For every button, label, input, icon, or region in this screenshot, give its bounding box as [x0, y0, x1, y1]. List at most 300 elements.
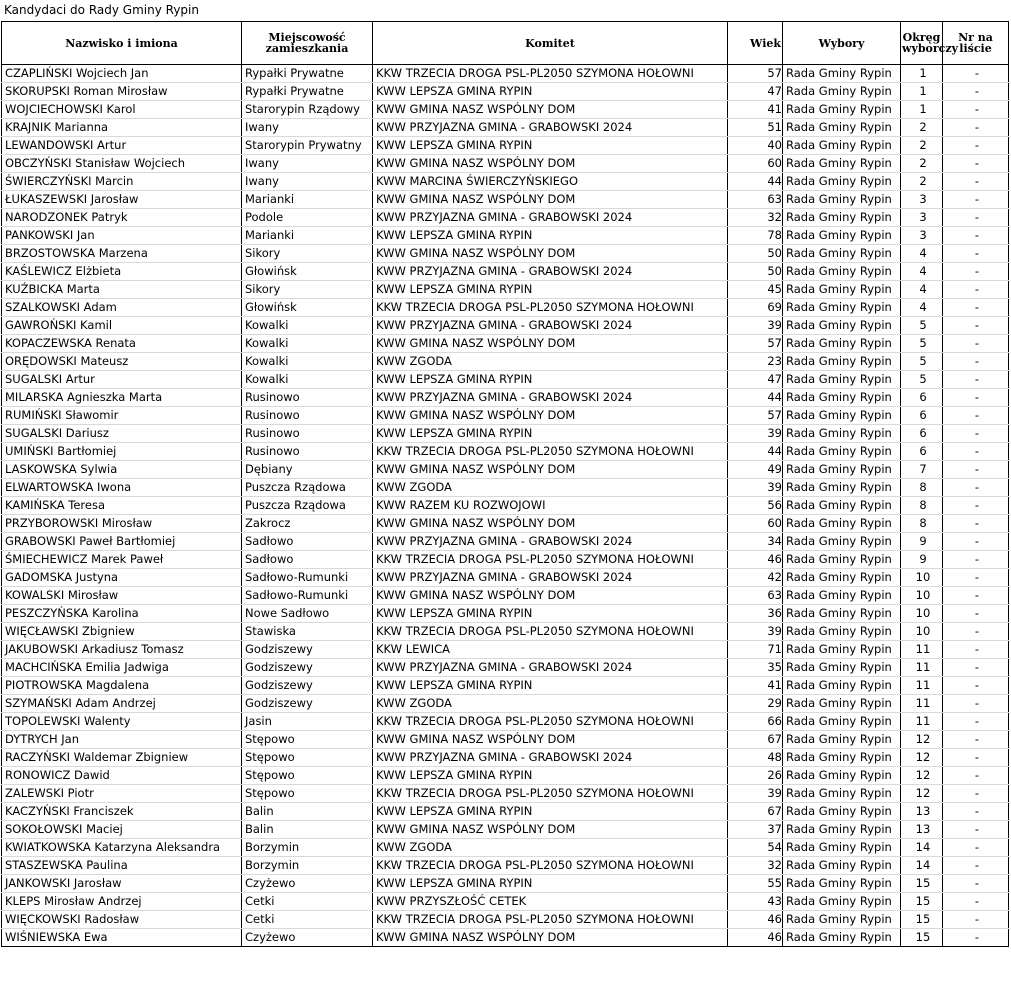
cell-age[interactable]: 39 — [728, 785, 783, 803]
cell-age[interactable]: 45 — [728, 281, 783, 299]
cell-committee[interactable]: KWW GMINA NASZ WSPÓLNY DOM — [373, 461, 728, 479]
cell-list-no[interactable]: - — [943, 83, 1009, 101]
cell-list-no[interactable]: - — [943, 497, 1009, 515]
cell-list-no[interactable]: - — [943, 281, 1009, 299]
cell-list-no[interactable]: - — [943, 803, 1009, 821]
column-header-place[interactable]: Miejscowość zamieszkania — [242, 22, 373, 65]
cell-election[interactable]: Rada Gminy Rypin — [783, 443, 901, 461]
cell-place[interactable]: Kowalki — [242, 335, 373, 353]
cell-name[interactable]: BRZOSTOWSKA Marzena — [2, 245, 242, 263]
cell-district[interactable]: 10 — [901, 623, 943, 641]
cell-district[interactable]: 13 — [901, 803, 943, 821]
cell-list-no[interactable]: - — [943, 659, 1009, 677]
cell-name[interactable]: ELWARTOWSKA Iwona — [2, 479, 242, 497]
cell-place[interactable]: Rypałki Prywatne — [242, 83, 373, 101]
cell-committee[interactable]: KWW LEPSZA GMINA RYPIN — [373, 137, 728, 155]
cell-age[interactable]: 69 — [728, 299, 783, 317]
cell-place[interactable]: Rusinowo — [242, 443, 373, 461]
cell-place[interactable]: Starorypin Rządowy — [242, 101, 373, 119]
cell-place[interactable]: Starorypin Prywatny — [242, 137, 373, 155]
cell-place[interactable]: Jasin — [242, 713, 373, 731]
cell-place[interactable]: Balin — [242, 821, 373, 839]
cell-election[interactable]: Rada Gminy Rypin — [783, 65, 901, 83]
cell-district[interactable]: 6 — [901, 443, 943, 461]
cell-name[interactable]: ŚWIERCZYŃSKI Marcin — [2, 173, 242, 191]
cell-age[interactable]: 39 — [728, 623, 783, 641]
column-header-committee[interactable]: Komitet — [373, 22, 728, 65]
cell-place[interactable]: Iwany — [242, 119, 373, 137]
cell-name[interactable]: SZYMAŃSKI Adam Andrzej — [2, 695, 242, 713]
cell-committee[interactable]: KWW GMINA NASZ WSPÓLNY DOM — [373, 335, 728, 353]
cell-election[interactable]: Rada Gminy Rypin — [783, 875, 901, 893]
cell-district[interactable]: 15 — [901, 893, 943, 911]
cell-list-no[interactable]: - — [943, 785, 1009, 803]
cell-election[interactable]: Rada Gminy Rypin — [783, 587, 901, 605]
cell-district[interactable]: 14 — [901, 857, 943, 875]
cell-place[interactable]: Głowińsk — [242, 299, 373, 317]
cell-age[interactable]: 44 — [728, 173, 783, 191]
cell-name[interactable]: KWIATKOWSKA Katarzyna Aleksandra — [2, 839, 242, 857]
cell-committee[interactable]: KWW LEPSZA GMINA RYPIN — [373, 371, 728, 389]
cell-committee[interactable]: KWW GMINA NASZ WSPÓLNY DOM — [373, 515, 728, 533]
cell-district[interactable]: 15 — [901, 875, 943, 893]
cell-committee[interactable]: KWW LEPSZA GMINA RYPIN — [373, 767, 728, 785]
cell-name[interactable]: ZALEWSKI Piotr — [2, 785, 242, 803]
cell-place[interactable]: Nowe Sadłowo — [242, 605, 373, 623]
cell-committee[interactable]: KWW GMINA NASZ WSPÓLNY DOM — [373, 245, 728, 263]
cell-list-no[interactable]: - — [943, 245, 1009, 263]
cell-name[interactable]: DYTRYCH Jan — [2, 731, 242, 749]
cell-place[interactable]: Rusinowo — [242, 389, 373, 407]
cell-committee[interactable]: KWW PRZYJAZNA GMINA - GRABOWSKI 2024 — [373, 659, 728, 677]
cell-district[interactable]: 12 — [901, 785, 943, 803]
cell-list-no[interactable]: - — [943, 173, 1009, 191]
cell-age[interactable]: 39 — [728, 317, 783, 335]
cell-place[interactable]: Głowińsk — [242, 263, 373, 281]
cell-age[interactable]: 78 — [728, 227, 783, 245]
cell-name[interactable]: KRAJNIK Marianna — [2, 119, 242, 137]
cell-election[interactable]: Rada Gminy Rypin — [783, 227, 901, 245]
cell-election[interactable]: Rada Gminy Rypin — [783, 857, 901, 875]
cell-election[interactable]: Rada Gminy Rypin — [783, 281, 901, 299]
cell-election[interactable]: Rada Gminy Rypin — [783, 893, 901, 911]
cell-election[interactable]: Rada Gminy Rypin — [783, 515, 901, 533]
cell-place[interactable]: Godziszewy — [242, 659, 373, 677]
cell-age[interactable]: 56 — [728, 497, 783, 515]
cell-committee[interactable]: KWW LEPSZA GMINA RYPIN — [373, 803, 728, 821]
cell-committee[interactable]: KWW GMINA NASZ WSPÓLNY DOM — [373, 821, 728, 839]
cell-place[interactable]: Rypałki Prywatne — [242, 65, 373, 83]
cell-age[interactable]: 36 — [728, 605, 783, 623]
cell-place[interactable]: Sikory — [242, 245, 373, 263]
cell-district[interactable]: 9 — [901, 533, 943, 551]
cell-place[interactable]: Godziszewy — [242, 641, 373, 659]
cell-name[interactable]: ŁUKASZEWSKI Jarosław — [2, 191, 242, 209]
cell-list-no[interactable]: - — [943, 101, 1009, 119]
cell-election[interactable]: Rada Gminy Rypin — [783, 497, 901, 515]
cell-committee[interactable]: KWW PRZYJAZNA GMINA - GRABOWSKI 2024 — [373, 209, 728, 227]
cell-committee[interactable]: KWW GMINA NASZ WSPÓLNY DOM — [373, 929, 728, 947]
cell-election[interactable]: Rada Gminy Rypin — [783, 353, 901, 371]
cell-age[interactable]: 29 — [728, 695, 783, 713]
cell-place[interactable]: Dębiany — [242, 461, 373, 479]
cell-name[interactable]: STASZEWSKA Paulina — [2, 857, 242, 875]
cell-district[interactable]: 8 — [901, 497, 943, 515]
cell-list-no[interactable]: - — [943, 677, 1009, 695]
cell-list-no[interactable]: - — [943, 713, 1009, 731]
cell-election[interactable]: Rada Gminy Rypin — [783, 155, 901, 173]
cell-name[interactable]: KOPACZEWSKA Renata — [2, 335, 242, 353]
cell-place[interactable]: Podole — [242, 209, 373, 227]
cell-name[interactable]: JAKUBOWSKI Arkadiusz Tomasz — [2, 641, 242, 659]
cell-committee[interactable]: KWW ZGODA — [373, 479, 728, 497]
cell-name[interactable]: RONOWICZ Dawid — [2, 767, 242, 785]
cell-district[interactable]: 9 — [901, 551, 943, 569]
cell-age[interactable]: 57 — [728, 407, 783, 425]
cell-list-no[interactable]: - — [943, 425, 1009, 443]
cell-place[interactable]: Cetki — [242, 911, 373, 929]
cell-list-no[interactable]: - — [943, 731, 1009, 749]
cell-list-no[interactable]: - — [943, 299, 1009, 317]
cell-age[interactable]: 67 — [728, 731, 783, 749]
cell-district[interactable]: 1 — [901, 83, 943, 101]
cell-name[interactable]: SOKOŁOWSKI Maciej — [2, 821, 242, 839]
cell-election[interactable]: Rada Gminy Rypin — [783, 569, 901, 587]
cell-list-no[interactable]: - — [943, 371, 1009, 389]
cell-committee[interactable]: KWW ZGODA — [373, 839, 728, 857]
cell-election[interactable]: Rada Gminy Rypin — [783, 767, 901, 785]
cell-district[interactable]: 8 — [901, 479, 943, 497]
cell-list-no[interactable]: - — [943, 119, 1009, 137]
cell-election[interactable]: Rada Gminy Rypin — [783, 371, 901, 389]
cell-age[interactable]: 41 — [728, 101, 783, 119]
cell-election[interactable]: Rada Gminy Rypin — [783, 173, 901, 191]
cell-name[interactable]: NARODZONEK Patryk — [2, 209, 242, 227]
cell-list-no[interactable]: - — [943, 137, 1009, 155]
cell-age[interactable]: 48 — [728, 749, 783, 767]
cell-committee[interactable]: KKW TRZECIA DROGA PSL-PL2050 SZYMONA HOŁOWNI — [373, 713, 728, 731]
cell-name[interactable]: GRABOWSKI Paweł Bartłomiej — [2, 533, 242, 551]
cell-committee[interactable]: KWW ZGODA — [373, 353, 728, 371]
cell-district[interactable]: 11 — [901, 641, 943, 659]
cell-name[interactable]: KAŚLEWICZ Elżbieta — [2, 263, 242, 281]
cell-district[interactable]: 6 — [901, 407, 943, 425]
cell-place[interactable]: Kowalki — [242, 353, 373, 371]
cell-age[interactable]: 32 — [728, 857, 783, 875]
cell-committee[interactable]: KKW TRZECIA DROGA PSL-PL2050 SZYMONA HOŁOWNI — [373, 299, 728, 317]
cell-list-no[interactable]: - — [943, 605, 1009, 623]
cell-committee[interactable]: KWW PRZYJAZNA GMINA - GRABOWSKI 2024 — [373, 389, 728, 407]
cell-name[interactable]: SZALKOWSKI Adam — [2, 299, 242, 317]
cell-committee[interactable]: KWW LEPSZA GMINA RYPIN — [373, 227, 728, 245]
cell-list-no[interactable]: - — [943, 65, 1009, 83]
cell-district[interactable]: 4 — [901, 245, 943, 263]
cell-committee[interactable]: KKW TRZECIA DROGA PSL-PL2050 SZYMONA HOŁOWNI — [373, 65, 728, 83]
cell-list-no[interactable]: - — [943, 911, 1009, 929]
cell-age[interactable]: 46 — [728, 551, 783, 569]
cell-district[interactable]: 5 — [901, 353, 943, 371]
cell-name[interactable]: RUMIŃSKI Sławomir — [2, 407, 242, 425]
cell-name[interactable]: GADOMSKA Justyna — [2, 569, 242, 587]
cell-age[interactable]: 46 — [728, 929, 783, 947]
cell-place[interactable]: Iwany — [242, 155, 373, 173]
cell-district[interactable]: 11 — [901, 677, 943, 695]
cell-district[interactable]: 5 — [901, 335, 943, 353]
cell-committee[interactable]: KWW PRZYJAZNA GMINA - GRABOWSKI 2024 — [373, 317, 728, 335]
cell-district[interactable]: 14 — [901, 839, 943, 857]
cell-committee[interactable]: KWW LEPSZA GMINA RYPIN — [373, 83, 728, 101]
cell-age[interactable]: 49 — [728, 461, 783, 479]
cell-district[interactable]: 4 — [901, 281, 943, 299]
cell-list-no[interactable]: - — [943, 191, 1009, 209]
cell-place[interactable]: Marianki — [242, 191, 373, 209]
cell-place[interactable]: Sadłowo-Rumunki — [242, 569, 373, 587]
cell-district[interactable]: 6 — [901, 389, 943, 407]
cell-age[interactable]: 37 — [728, 821, 783, 839]
cell-name[interactable]: SKORUPSKI Roman Mirosław — [2, 83, 242, 101]
column-header-age[interactable]: Wiek — [728, 22, 783, 65]
cell-committee[interactable]: KWW PRZYSZŁOŚĆ CETEK — [373, 893, 728, 911]
cell-name[interactable]: PESZCZYŃSKA Karolina — [2, 605, 242, 623]
cell-list-no[interactable]: - — [943, 533, 1009, 551]
cell-name[interactable]: WOJCIECHOWSKI Karol — [2, 101, 242, 119]
cell-district[interactable]: 5 — [901, 317, 943, 335]
cell-district[interactable]: 12 — [901, 731, 943, 749]
cell-district[interactable]: 3 — [901, 227, 943, 245]
cell-name[interactable]: KACZYŃSKI Franciszek — [2, 803, 242, 821]
cell-committee[interactable]: KWW RAZEM KU ROZWOJOWI — [373, 497, 728, 515]
cell-committee[interactable]: KKW TRZECIA DROGA PSL-PL2050 SZYMONA HOŁOWNI — [373, 857, 728, 875]
cell-age[interactable]: 47 — [728, 83, 783, 101]
cell-name[interactable]: KOWALSKI Mirosław — [2, 587, 242, 605]
cell-age[interactable]: 66 — [728, 713, 783, 731]
cell-election[interactable]: Rada Gminy Rypin — [783, 533, 901, 551]
cell-district[interactable]: 15 — [901, 929, 943, 947]
cell-age[interactable]: 57 — [728, 65, 783, 83]
cell-committee[interactable]: KWW MARCINA ŚWIERCZYŃSKIEGO — [373, 173, 728, 191]
cell-place[interactable]: Kowalki — [242, 371, 373, 389]
cell-age[interactable]: 39 — [728, 479, 783, 497]
cell-district[interactable]: 13 — [901, 821, 943, 839]
cell-age[interactable]: 60 — [728, 155, 783, 173]
cell-place[interactable]: Godziszewy — [242, 677, 373, 695]
cell-name[interactable]: RACZYŃSKI Waldemar Zbigniew — [2, 749, 242, 767]
cell-list-no[interactable]: - — [943, 209, 1009, 227]
cell-committee[interactable]: KWW GMINA NASZ WSPÓLNY DOM — [373, 155, 728, 173]
cell-name[interactable]: LASKOWSKA Sylwia — [2, 461, 242, 479]
cell-election[interactable]: Rada Gminy Rypin — [783, 659, 901, 677]
cell-age[interactable]: 57 — [728, 335, 783, 353]
cell-place[interactable]: Sadłowo — [242, 551, 373, 569]
cell-place[interactable]: Godziszewy — [242, 695, 373, 713]
cell-committee[interactable]: KWW LEPSZA GMINA RYPIN — [373, 677, 728, 695]
cell-election[interactable]: Rada Gminy Rypin — [783, 551, 901, 569]
cell-election[interactable]: Rada Gminy Rypin — [783, 677, 901, 695]
cell-list-no[interactable]: - — [943, 389, 1009, 407]
cell-committee[interactable]: KKW TRZECIA DROGA PSL-PL2050 SZYMONA HOŁOWNI — [373, 785, 728, 803]
cell-election[interactable]: Rada Gminy Rypin — [783, 335, 901, 353]
cell-district[interactable]: 10 — [901, 587, 943, 605]
cell-committee[interactable]: KWW GMINA NASZ WSPÓLNY DOM — [373, 587, 728, 605]
cell-committee[interactable]: KWW PRZYJAZNA GMINA - GRABOWSKI 2024 — [373, 569, 728, 587]
cell-list-no[interactable]: - — [943, 929, 1009, 947]
cell-place[interactable]: Borzymin — [242, 839, 373, 857]
cell-place[interactable]: Czyżewo — [242, 929, 373, 947]
cell-election[interactable]: Rada Gminy Rypin — [783, 407, 901, 425]
cell-age[interactable]: 42 — [728, 569, 783, 587]
cell-list-no[interactable]: - — [943, 353, 1009, 371]
cell-committee[interactable]: KWW PRZYJAZNA GMINA - GRABOWSKI 2024 — [373, 119, 728, 137]
cell-election[interactable]: Rada Gminy Rypin — [783, 119, 901, 137]
cell-list-no[interactable]: - — [943, 857, 1009, 875]
cell-age[interactable]: 63 — [728, 191, 783, 209]
cell-name[interactable]: MILARSKA Agnieszka Marta — [2, 389, 242, 407]
cell-election[interactable]: Rada Gminy Rypin — [783, 83, 901, 101]
cell-election[interactable]: Rada Gminy Rypin — [783, 299, 901, 317]
cell-election[interactable]: Rada Gminy Rypin — [783, 191, 901, 209]
cell-election[interactable]: Rada Gminy Rypin — [783, 785, 901, 803]
cell-place[interactable]: Stępowo — [242, 731, 373, 749]
cell-election[interactable]: Rada Gminy Rypin — [783, 263, 901, 281]
cell-district[interactable]: 7 — [901, 461, 943, 479]
cell-age[interactable]: 46 — [728, 911, 783, 929]
cell-age[interactable]: 41 — [728, 677, 783, 695]
cell-place[interactable]: Iwany — [242, 173, 373, 191]
cell-age[interactable]: 50 — [728, 263, 783, 281]
cell-district[interactable]: 12 — [901, 767, 943, 785]
cell-district[interactable]: 6 — [901, 425, 943, 443]
column-header-district[interactable]: Okręg wyborczy — [901, 22, 943, 65]
cell-district[interactable]: 4 — [901, 299, 943, 317]
cell-name[interactable]: KAMIŃSKA Teresa — [2, 497, 242, 515]
cell-election[interactable]: Rada Gminy Rypin — [783, 425, 901, 443]
cell-committee[interactable]: KWW GMINA NASZ WSPÓLNY DOM — [373, 191, 728, 209]
cell-list-no[interactable]: - — [943, 893, 1009, 911]
cell-list-no[interactable]: - — [943, 551, 1009, 569]
cell-election[interactable]: Rada Gminy Rypin — [783, 605, 901, 623]
cell-election[interactable]: Rada Gminy Rypin — [783, 209, 901, 227]
cell-name[interactable]: CZAPLIŃSKI Wojciech Jan — [2, 65, 242, 83]
cell-age[interactable]: 54 — [728, 839, 783, 857]
cell-place[interactable]: Balin — [242, 803, 373, 821]
cell-name[interactable]: PRZYBOROWSKI Mirosław — [2, 515, 242, 533]
cell-list-no[interactable]: - — [943, 227, 1009, 245]
cell-election[interactable]: Rada Gminy Rypin — [783, 803, 901, 821]
cell-name[interactable]: KLEPS Mirosław Andrzej — [2, 893, 242, 911]
cell-election[interactable]: Rada Gminy Rypin — [783, 929, 901, 947]
cell-list-no[interactable]: - — [943, 263, 1009, 281]
cell-election[interactable]: Rada Gminy Rypin — [783, 839, 901, 857]
cell-election[interactable]: Rada Gminy Rypin — [783, 461, 901, 479]
cell-age[interactable]: 26 — [728, 767, 783, 785]
cell-district[interactable]: 3 — [901, 191, 943, 209]
cell-committee[interactable]: KKW TRZECIA DROGA PSL-PL2050 SZYMONA HOŁOWNI — [373, 443, 728, 461]
cell-name[interactable]: WIĘCKOWSKI Radosław — [2, 911, 242, 929]
cell-place[interactable]: Rusinowo — [242, 425, 373, 443]
cell-name[interactable]: PANKOWSKI Jan — [2, 227, 242, 245]
cell-place[interactable]: Stępowo — [242, 749, 373, 767]
cell-district[interactable]: 11 — [901, 659, 943, 677]
cell-name[interactable]: SUGALSKI Artur — [2, 371, 242, 389]
cell-name[interactable]: PIOTROWSKA Magdalena — [2, 677, 242, 695]
cell-place[interactable]: Czyżewo — [242, 875, 373, 893]
cell-list-no[interactable]: - — [943, 587, 1009, 605]
cell-election[interactable]: Rada Gminy Rypin — [783, 623, 901, 641]
cell-age[interactable]: 44 — [728, 443, 783, 461]
cell-district[interactable]: 2 — [901, 137, 943, 155]
cell-age[interactable]: 43 — [728, 893, 783, 911]
cell-election[interactable]: Rada Gminy Rypin — [783, 479, 901, 497]
cell-district[interactable]: 1 — [901, 101, 943, 119]
cell-name[interactable]: JANKOWSKI Jarosław — [2, 875, 242, 893]
cell-place[interactable]: Stępowo — [242, 767, 373, 785]
cell-list-no[interactable]: - — [943, 407, 1009, 425]
cell-list-no[interactable]: - — [943, 821, 1009, 839]
cell-age[interactable]: 34 — [728, 533, 783, 551]
cell-committee[interactable]: KKW LEWICA — [373, 641, 728, 659]
cell-election[interactable]: Rada Gminy Rypin — [783, 749, 901, 767]
cell-list-no[interactable]: - — [943, 641, 1009, 659]
cell-district[interactable]: 2 — [901, 155, 943, 173]
cell-name[interactable]: WIĘCŁAWSKI Zbigniew — [2, 623, 242, 641]
cell-age[interactable]: 55 — [728, 875, 783, 893]
cell-district[interactable]: 8 — [901, 515, 943, 533]
cell-district[interactable]: 10 — [901, 569, 943, 587]
cell-committee[interactable]: KWW GMINA NASZ WSPÓLNY DOM — [373, 731, 728, 749]
cell-election[interactable]: Rada Gminy Rypin — [783, 641, 901, 659]
cell-place[interactable]: Sadłowo-Rumunki — [242, 587, 373, 605]
cell-name[interactable]: LEWANDOWSKI Artur — [2, 137, 242, 155]
cell-list-no[interactable]: - — [943, 875, 1009, 893]
cell-committee[interactable]: KKW TRZECIA DROGA PSL-PL2050 SZYMONA HOŁOWNI — [373, 551, 728, 569]
cell-age[interactable]: 67 — [728, 803, 783, 821]
cell-place[interactable]: Stępowo — [242, 785, 373, 803]
cell-committee[interactable]: KKW TRZECIA DROGA PSL-PL2050 SZYMONA HOŁOWNI — [373, 911, 728, 929]
cell-election[interactable]: Rada Gminy Rypin — [783, 713, 901, 731]
cell-age[interactable]: 51 — [728, 119, 783, 137]
cell-district[interactable]: 2 — [901, 119, 943, 137]
cell-list-no[interactable]: - — [943, 515, 1009, 533]
cell-election[interactable]: Rada Gminy Rypin — [783, 245, 901, 263]
cell-age[interactable]: 44 — [728, 389, 783, 407]
cell-age[interactable]: 50 — [728, 245, 783, 263]
cell-place[interactable]: Borzymin — [242, 857, 373, 875]
cell-district[interactable]: 11 — [901, 713, 943, 731]
cell-election[interactable]: Rada Gminy Rypin — [783, 731, 901, 749]
cell-age[interactable]: 60 — [728, 515, 783, 533]
cell-place[interactable]: Puszcza Rządowa — [242, 479, 373, 497]
cell-name[interactable]: ORĘDOWSKI Mateusz — [2, 353, 242, 371]
cell-election[interactable]: Rada Gminy Rypin — [783, 137, 901, 155]
cell-committee[interactable]: KWW LEPSZA GMINA RYPIN — [373, 875, 728, 893]
cell-name[interactable]: WIŚNIEWSKA Ewa — [2, 929, 242, 947]
cell-name[interactable]: SUGALSKI Dariusz — [2, 425, 242, 443]
cell-committee[interactable]: KWW GMINA NASZ WSPÓLNY DOM — [373, 407, 728, 425]
column-header-name[interactable]: Nazwisko i imiona — [2, 22, 242, 65]
cell-list-no[interactable]: - — [943, 443, 1009, 461]
cell-age[interactable]: 63 — [728, 587, 783, 605]
cell-district[interactable]: 11 — [901, 695, 943, 713]
column-header-list-no[interactable]: Nr na liście — [943, 22, 1009, 65]
cell-name[interactable]: ŚMIECHEWICZ Marek Paweł — [2, 551, 242, 569]
cell-age[interactable]: 35 — [728, 659, 783, 677]
cell-place[interactable]: Sadłowo — [242, 533, 373, 551]
cell-place[interactable]: Kowalki — [242, 317, 373, 335]
cell-name[interactable]: GAWROŃSKI Kamil — [2, 317, 242, 335]
cell-committee[interactable]: KWW PRZYJAZNA GMINA - GRABOWSKI 2024 — [373, 533, 728, 551]
cell-place[interactable]: Sikory — [242, 281, 373, 299]
cell-committee[interactable]: KWW PRZYJAZNA GMINA - GRABOWSKI 2024 — [373, 749, 728, 767]
